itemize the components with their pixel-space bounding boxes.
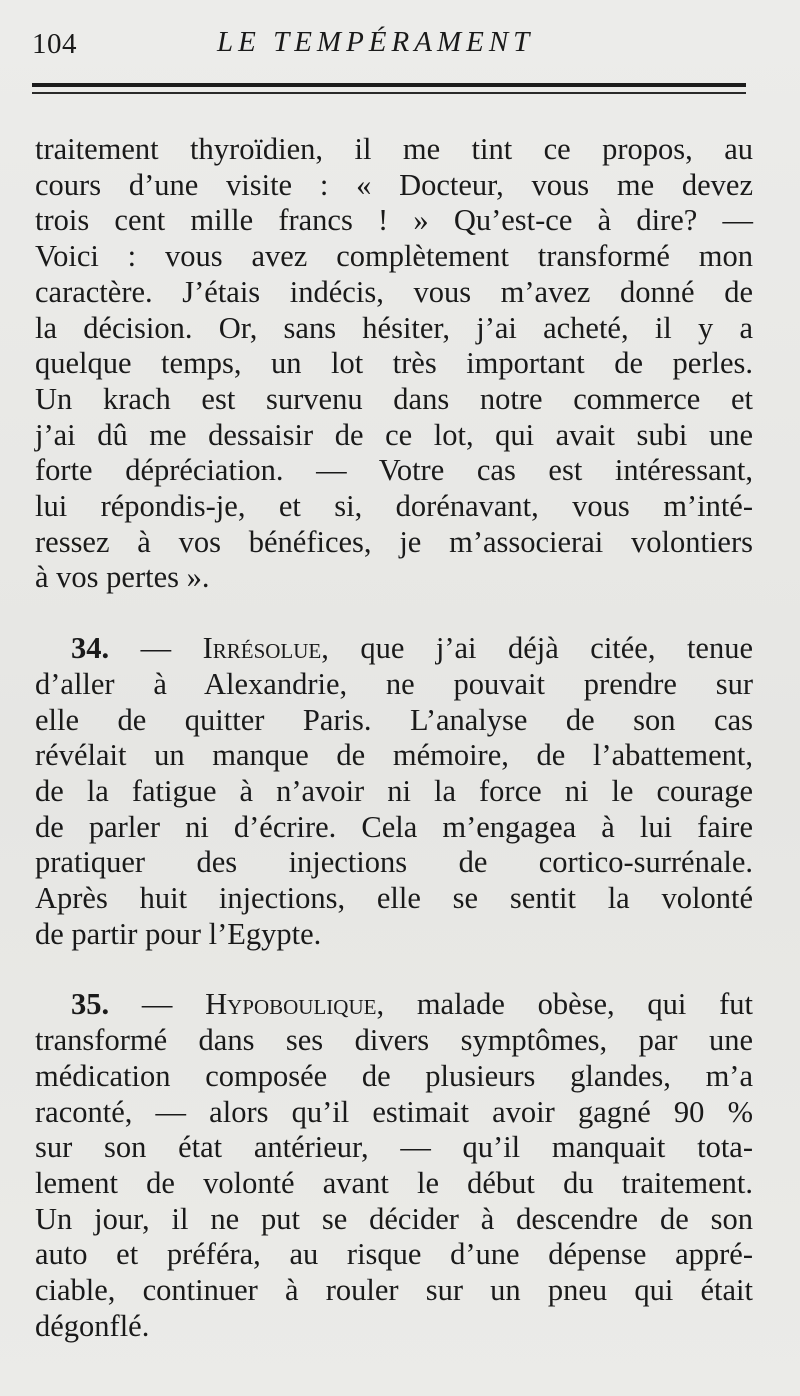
case-heading-line: [35, 987, 753, 1023]
text-line: lui répondis-je, et si, dorénavant, vous m’inté-: [35, 489, 753, 524]
text-line: sur son état antérieur, — qu’il manquait tota-: [35, 1130, 753, 1165]
text-line: Un jour, il ne put se décider à descendre de son: [35, 1201, 753, 1236]
case-label: Hypoboulique,: [205, 987, 385, 1022]
header-rule-thick: [32, 83, 746, 87]
text-line: la décision. Or, sans hésiter, j’ai acheté, il y a: [35, 310, 753, 345]
text-line: forte dépréciation. — Votre cas est intéressant,: [35, 453, 753, 488]
case-label: Irrésolue,: [202, 631, 329, 666]
case-heading-line: [35, 631, 753, 667]
case-number: 34.: [71, 631, 110, 666]
text-line: j’ai dû me dessaisir de ce lot, qui avait subi une: [35, 417, 753, 452]
case-dash: —: [109, 631, 203, 666]
text-line: de partir pour l’Egypte.: [35, 916, 322, 951]
text-line: Après huit injections, elle se sentit la volonté: [35, 881, 753, 916]
case-dash: —: [109, 987, 206, 1022]
text-line: caractère. J’étais indécis, vous m’avez donné de: [35, 274, 753, 309]
case-heading-rest: malade obèse, qui fut: [384, 987, 753, 1022]
text-line: révélait un manque de mémoire, de l’abattement,: [35, 738, 753, 773]
header-rule-thin: [32, 92, 746, 94]
case-34-paragraph: [35, 631, 753, 952]
text-line: de parler ni d’écrire. Cela m’engagea à lui faire: [35, 809, 753, 844]
text-line: lement de volonté avant le début du traitement.: [35, 1165, 753, 1200]
text-line: ressez à vos bénéfices, je m’associerai volontiers: [35, 524, 753, 559]
text-line: pratiquer des injections de cortico-surrénale.: [35, 845, 753, 880]
text-line: Voici : vous avez complètement transformé mon: [35, 239, 753, 274]
text-line: dégonflé.: [35, 1308, 150, 1343]
text-line: raconté, — alors qu’il estimait avoir gagné 90 %: [35, 1094, 753, 1129]
text-line: transformé dans ses divers symptômes, par une: [35, 1023, 753, 1058]
case-35-paragraph: [35, 987, 753, 1344]
text-line: cours d’une visite : « Docteur, vous me devez: [35, 167, 753, 202]
running-title: LE TEMPÉRAMENT: [217, 26, 535, 58]
page-number: 104: [32, 28, 77, 60]
text-line: quelque temps, un lot très important de perles.: [35, 346, 753, 381]
text-line: auto et préféra, au risque d’une dépense appré-: [35, 1237, 753, 1272]
paragraph-continued: [35, 132, 753, 596]
case-number: 35.: [71, 987, 110, 1022]
text-line: à vos pertes ».: [35, 560, 210, 595]
text-line: de la fatigue à n’avoir ni la force ni le courage: [35, 773, 753, 808]
text-line: trois cent mille francs ! » Qu’est-ce à dire? —: [35, 203, 753, 238]
text-line: médication composée de plusieurs glandes, m’a: [35, 1058, 753, 1093]
text-line: traitement thyroïdien, il me tint ce propos, au: [35, 132, 753, 166]
case-heading-rest: que j’ai déjà citée, tenue: [328, 631, 754, 666]
text-line: d’aller à Alexandrie, ne pouvait prendre sur: [35, 666, 753, 701]
body-text: [35, 132, 753, 1345]
text-line: elle de quitter Paris. L’analyse de son cas: [35, 702, 753, 737]
text-line: Un krach est survenu dans notre commerce et: [35, 381, 753, 416]
text-line: ciable, continuer à rouler sur un pneu qui était: [35, 1273, 753, 1308]
page-header: [32, 26, 750, 62]
